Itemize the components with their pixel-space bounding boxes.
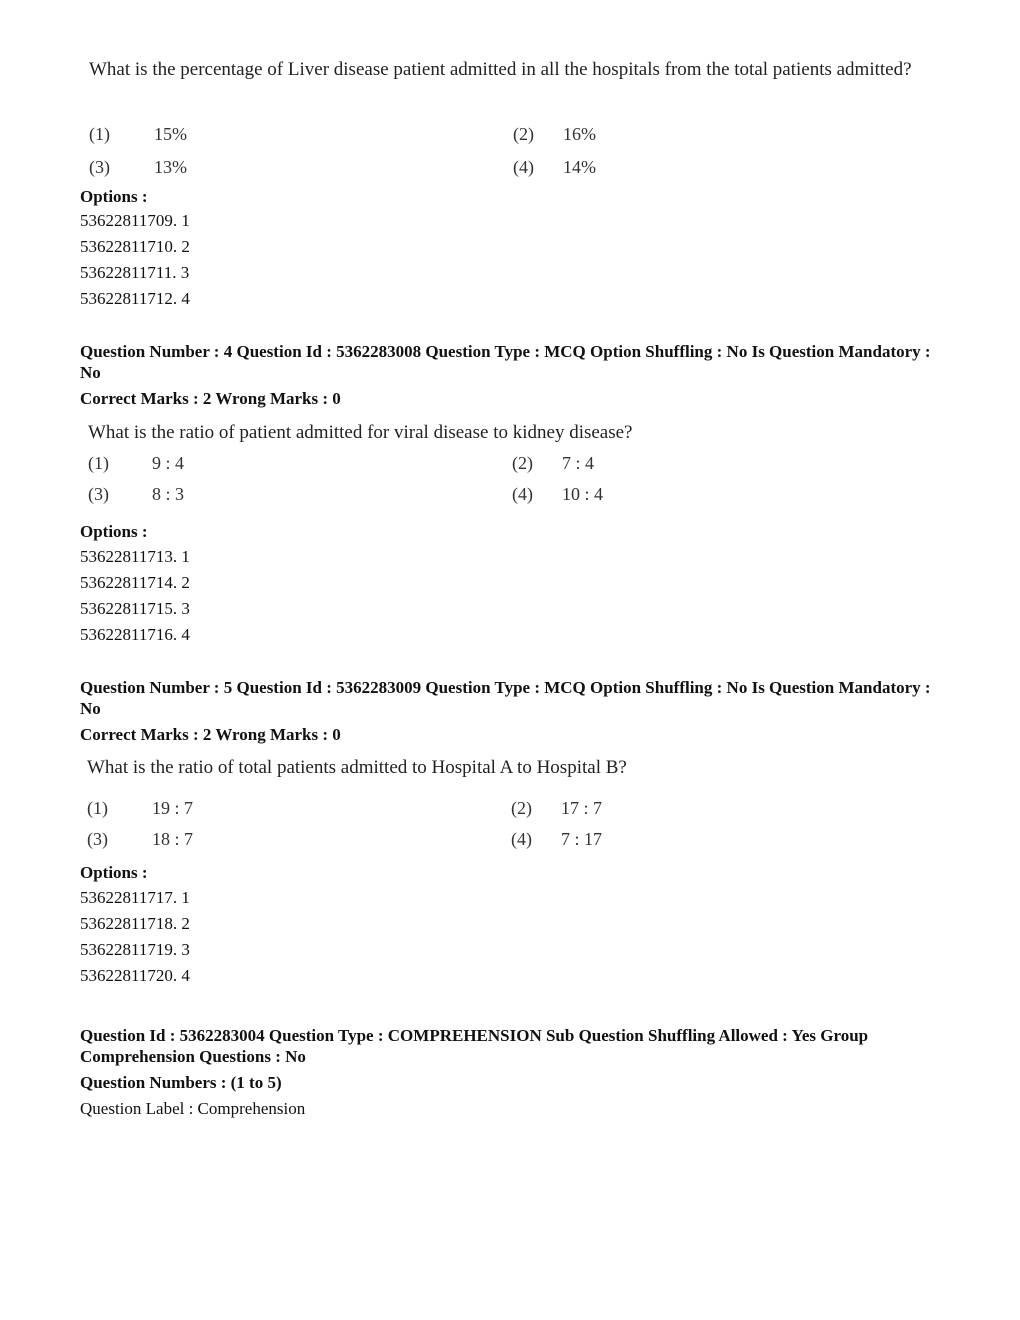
q4-option-id-3: 53622811715. 3 — [80, 599, 190, 618]
choice-text: 10 : 4 — [562, 484, 604, 504]
choice-text: 16% — [563, 124, 596, 144]
q5-option-id-2: 53622811718. 2 — [80, 914, 190, 933]
q4-question-text: What is the ratio of patient admitted for viral disease to kidney disease? — [88, 422, 633, 443]
q4-option-id-4: 53622811716. 4 — [80, 625, 190, 644]
comprehension-header: Question Id : 5362283004 Question Type : COMPREHENSION Sub Question Shuffling Allowed : Yes Group Comprehension Questions : No — [80, 1026, 869, 1066]
choice-text: 9 : 4 — [152, 453, 185, 473]
choice-text: 7 : 17 — [561, 829, 603, 849]
q5-marks: Correct Marks : 2 Wrong Marks : 0 — [80, 725, 341, 744]
q3-options-label: Options : — [80, 187, 148, 206]
q5-options-label: Options : — [80, 863, 148, 882]
q4-options-label: Options : — [80, 522, 148, 541]
choice-text: 17 : 7 — [561, 798, 603, 818]
q5-option-id-4: 53622811720. 4 — [80, 966, 190, 985]
choice-number: (3) — [89, 157, 110, 177]
choice-text: 8 : 3 — [152, 484, 185, 504]
q3-option-id-3: 53622811711. 3 — [80, 263, 190, 282]
q4-marks: Correct Marks : 2 Wrong Marks : 0 — [80, 389, 341, 408]
q4-option-id-2: 53622811714. 2 — [80, 573, 190, 592]
choice-number: (2) — [512, 453, 533, 473]
q3-option-id-2: 53622811710. 2 — [80, 237, 190, 256]
choice-number: (1) — [88, 453, 109, 473]
q4-header: Question Number : 4 Question Id : 5362283008 Question Type : MCQ Option Shuffling : No Is Question Mandatory : No — [80, 342, 931, 382]
q5-option-id-3: 53622811719. 3 — [80, 940, 190, 959]
choice-text: 18 : 7 — [152, 829, 194, 849]
q5-option-id-1: 53622811717. 1 — [80, 888, 190, 907]
choice-text: 13% — [154, 157, 187, 177]
q3-option-id-1: 53622811709. 1 — [80, 211, 190, 230]
choice-text: 15% — [154, 124, 187, 144]
q3-option-id-4: 53622811712. 4 — [80, 289, 190, 308]
choice-number: (3) — [88, 484, 109, 504]
choice-number: (1) — [87, 798, 108, 818]
q5-header: Question Number : 5 Question Id : 5362283009 Question Type : MCQ Option Shuffling : No Is Question Mandatory : No — [80, 678, 931, 718]
comprehension-question-numbers: Question Numbers : (1 to 5) — [80, 1073, 282, 1092]
comprehension-label: Question Label : Comprehension — [80, 1099, 306, 1118]
q5-question-text: What is the ratio of total patients admitted to Hospital A to Hospital B? — [87, 757, 627, 778]
choice-text: 14% — [563, 157, 596, 177]
choice-number: (1) — [89, 124, 110, 144]
choice-text: 7 : 4 — [562, 453, 595, 473]
choice-number: (2) — [511, 798, 532, 818]
choice-number: (4) — [511, 829, 532, 849]
q4-option-id-1: 53622811713. 1 — [80, 547, 190, 566]
choice-number: (3) — [87, 829, 108, 849]
choice-number: (4) — [513, 157, 534, 177]
choice-text: 19 : 7 — [152, 798, 194, 818]
q3-question-text: What is the percentage of Liver disease patient admitted in all the hospitals from the total patients admitted? — [89, 59, 912, 80]
choice-number: (2) — [513, 124, 534, 144]
choice-number: (4) — [512, 484, 533, 504]
